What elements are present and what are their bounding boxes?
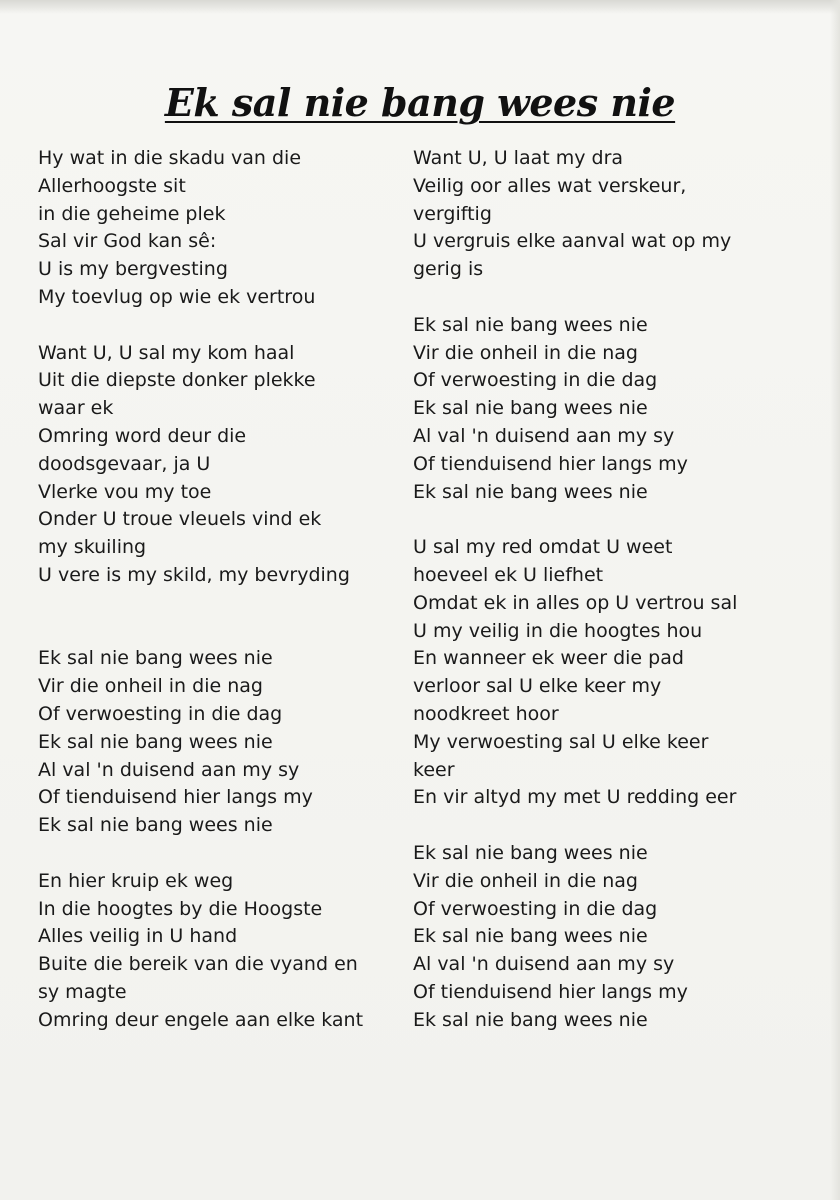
lyric-line: vergiftig (413, 202, 492, 225)
lyric-line: U vergruis elke aanval wat op my (413, 230, 732, 253)
lyric-line: my skuiling (38, 536, 147, 559)
lyric-line: Al val 'n duisend aan my sy (413, 953, 675, 976)
lyric-line: Vir die onheil in die nag (413, 341, 638, 364)
stanza (38, 340, 410, 590)
lyric-line: noodkreet hoor (413, 702, 559, 725)
lyric-line: doodsgevaar, ja U (38, 452, 211, 475)
lyric-line: Hy wat in die skadu van die (38, 147, 302, 169)
lyric-line: Want U, U laat my dra (413, 147, 624, 169)
lyric-line: Ek sal nie bang wees nie (413, 1008, 648, 1031)
chorus-stanza (38, 645, 410, 840)
lyric-line: Of verwoesting in die dag (38, 702, 283, 725)
lyric-line: My verwoesting sal U elke keer (413, 730, 709, 753)
lyric-line: Ek sal nie bang wees nie (413, 480, 648, 503)
lyric-line: gerig is (413, 258, 484, 281)
lyric-line: U sal my red omdat U weet (413, 536, 673, 559)
left-column (38, 145, 410, 1035)
lyric-line: Ek sal nie bang wees nie (38, 647, 273, 670)
lyric-line: In die hoogtes by die Hoogste (38, 897, 323, 920)
stanza (413, 534, 793, 812)
lyric-line: keer (413, 758, 455, 781)
lyric-line: Al val 'n duisend aan my sy (38, 758, 300, 781)
lyric-line: U is my bergvesting (38, 258, 228, 281)
lyric-line: Want U, U sal my kom haal (38, 341, 295, 364)
lyric-line: Allerhoogste sit (38, 174, 186, 197)
lyric-line: hoeveel ek U liefhet (413, 563, 604, 586)
lyric-line: Omring word deur die (38, 424, 247, 447)
lyric-line: En vir altyd my met U redding eer (413, 786, 737, 809)
lyric-line: Omring deur engele aan elke kant (38, 1008, 364, 1031)
lyric-line: Uit die diepste donker plekke (38, 369, 316, 392)
lyric-line: Al val 'n duisend aan my sy (413, 424, 675, 447)
lyric-line: My toevlug op wie ek vertrou (38, 285, 316, 308)
right-column (413, 145, 793, 1035)
lyric-line: sy magte (38, 980, 127, 1003)
lyric-line: Vir die onheil in die nag (38, 675, 263, 698)
chorus-stanza (413, 840, 793, 1035)
lyric-line: Of verwoesting in die dag (413, 369, 658, 392)
song-title: Ek sal nie bang wees nie (164, 80, 676, 125)
lyric-line: Alles veilig in U hand (38, 925, 238, 948)
chorus-stanza (413, 312, 793, 507)
lyric-line: Of tienduisend hier langs my (38, 786, 313, 809)
lyric-line: Ek sal nie bang wees nie (38, 814, 273, 837)
lyric-line: verloor sal U elke keer my (413, 675, 662, 698)
lyric-line: En hier kruip ek weg (38, 869, 234, 892)
lyric-line: Veilig oor alles wat verskeur, (413, 174, 687, 197)
page-right-edge (830, 0, 840, 1200)
lyric-line: Omdat ek in alles op U vertrou sal (413, 591, 738, 614)
lyric-line: Ek sal nie bang wees nie (413, 397, 648, 420)
lyric-line: Of verwoesting in die dag (413, 897, 658, 920)
page-top-edge (0, 0, 840, 14)
lyric-line: Ek sal nie bang wees nie (413, 841, 648, 864)
lyric-line: U my veilig in die hoogtes hou (413, 619, 703, 642)
lyric-line: Ek sal nie bang wees nie (413, 313, 648, 336)
lyric-line: Ek sal nie bang wees nie (413, 925, 648, 948)
lyric-line: En wanneer ek weer die pad (413, 647, 684, 670)
stanza (413, 145, 793, 284)
lyric-line: in die geheime plek (38, 202, 226, 225)
lyric-line: Vir die onheil in die nag (413, 869, 638, 892)
lyric-line: Ek sal nie bang wees nie (38, 730, 273, 753)
lyric-line: Of tienduisend hier langs my (413, 980, 688, 1003)
lyric-line: Buite die bereik van die vyand en (38, 953, 358, 976)
lyric-line: Sal vir God kan sê: (38, 230, 217, 253)
lyric-line: waar ek (38, 397, 114, 420)
lyric-line: U vere is my skild, my bevryding (38, 563, 350, 586)
lyric-line: Vlerke vou my toe (38, 480, 212, 503)
lyric-line: Of tienduisend hier langs my (413, 452, 688, 475)
stanza (38, 145, 410, 312)
stanza (38, 868, 410, 1035)
lyric-line: Onder U troue vleuels vind ek (38, 508, 322, 531)
